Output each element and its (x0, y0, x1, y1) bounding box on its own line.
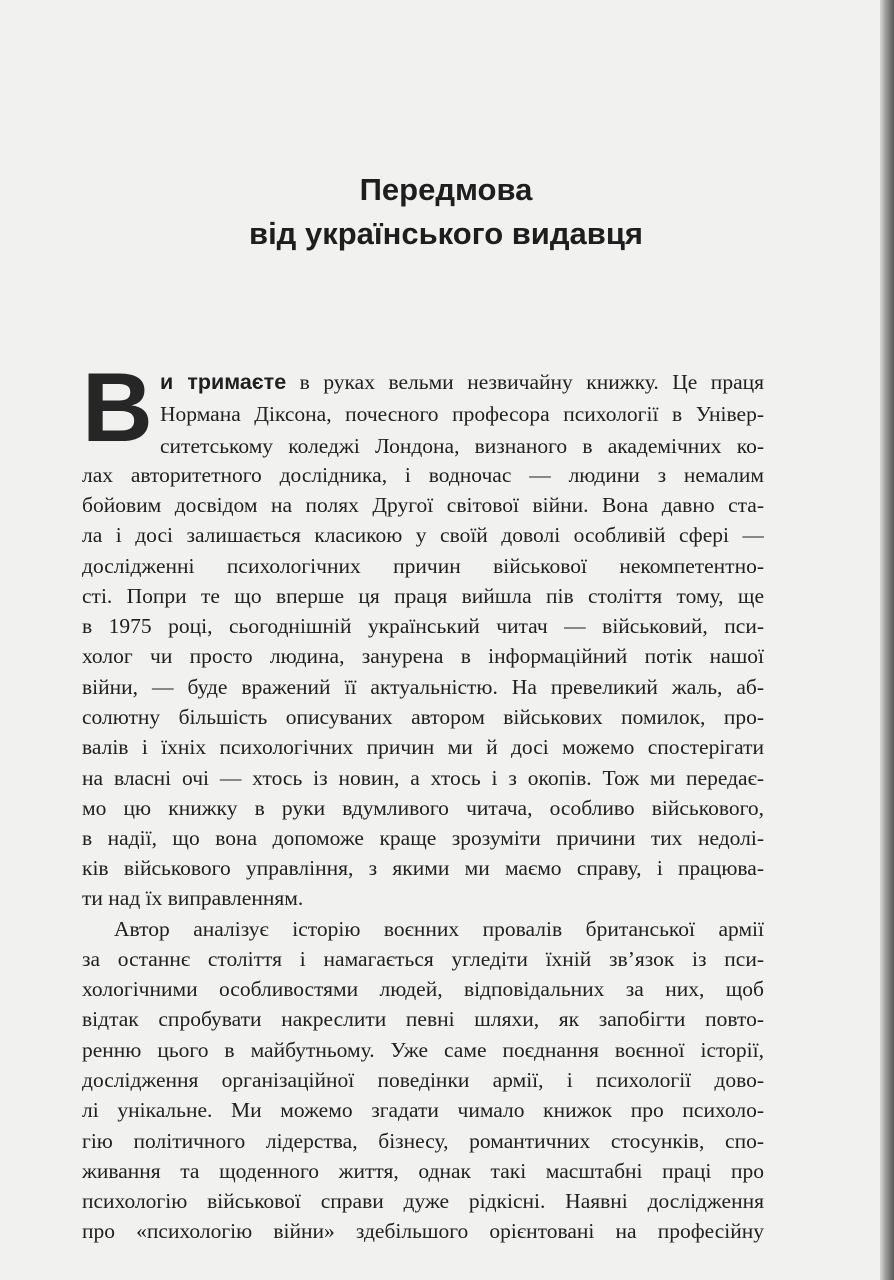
text-line: ситетському коледжі Лондона, визнаного в академічних ко- (160, 434, 764, 458)
text-line: солютну більшість описуваних автором військових помилок, про- (82, 705, 764, 729)
text-line: дослідження організаційної поведінки армії, і психології дово- (82, 1068, 764, 1092)
text-line: лі унікальне. Ми можемо згадати чимало книжок про психоло- (82, 1098, 764, 1122)
text-line: в надії, що вона допоможе краще зрозуміти причини тих недолі- (82, 826, 764, 850)
text-line: на власні очі — хтось із новин, а хтось і з окопів. Тож ми передає- (82, 766, 764, 790)
text-line: війни, — буде вражений її актуальністю. На превеликий жаль, аб- (82, 675, 764, 699)
text-line: валів і їхніх психологічних причин ми й досі можемо спостерігати (82, 735, 764, 759)
text-line: лах авторитетного дослідника, і водночас — людини з немалим (82, 463, 764, 487)
page-title-line-2: від українського видавця (249, 216, 643, 251)
text-line: психологію військової справи дуже рідкісні. Наявні дослідження (82, 1189, 764, 1213)
text-line: Автор аналізує історію воєнних провалів британської армії (114, 917, 764, 941)
text-line (160, 366, 764, 398)
text-line: відтак спробувати накреслити певні шляхи, як запобігти повто- (82, 1007, 764, 1031)
text-line: в 1975 році, сьогоднішній український читач — військовий, пси- (82, 614, 764, 638)
text-line: мо цю книжку в руки вдумливого читача, особливо військового, (82, 796, 764, 820)
text-line: ренню цього в майбутньому. Уже саме поєднання воєнної історії, (82, 1038, 764, 1062)
text-line: ти над їх виправленням. (82, 886, 304, 910)
text-line: сті. Попри те що вперше ця праця вийшла пів століття тому, ще (82, 584, 764, 608)
text-line-rest: в руках вельми незвичайну книжку. Це праця (286, 370, 764, 394)
text-line: ла і досі залишається класикою у своїй доволі особливій сфері — (82, 523, 764, 547)
text-line: хологічними особливостями людей, відповідальних за них, щоб (82, 977, 764, 1001)
text-line: холог чи просто людина, занурена в інформаційний потік нашої (82, 644, 764, 668)
text-line: дослідженні психологічних причин військової некомпетентно- (82, 554, 764, 578)
text-line: живання та щоденного життя, однак такі масштабні праці про (82, 1159, 764, 1183)
text-line: бойовим досвідом на полях Другої світової війни. Вона давно ста- (82, 493, 764, 517)
text-line: про «психологію війни» здебільшого орієнтовані на професійну (82, 1219, 764, 1243)
text-line: ків військового управління, з якими ми маємо справу, і працюва- (82, 856, 764, 880)
lead-in-text: и тримаєте (160, 370, 287, 394)
text-line: за останнє століття і намагається угледіти їхній зв’язок із пси- (82, 947, 764, 971)
page-edge-shadow (880, 0, 894, 1280)
drop-cap: В (82, 352, 153, 462)
text-line: гію політичного лідерства, бізнесу, романтичних стосунків, спо- (82, 1129, 764, 1153)
text-line: Нормана Діксона, почесного професора психології в Універ- (160, 402, 764, 426)
page-title-line-1: Передмова (359, 172, 533, 207)
